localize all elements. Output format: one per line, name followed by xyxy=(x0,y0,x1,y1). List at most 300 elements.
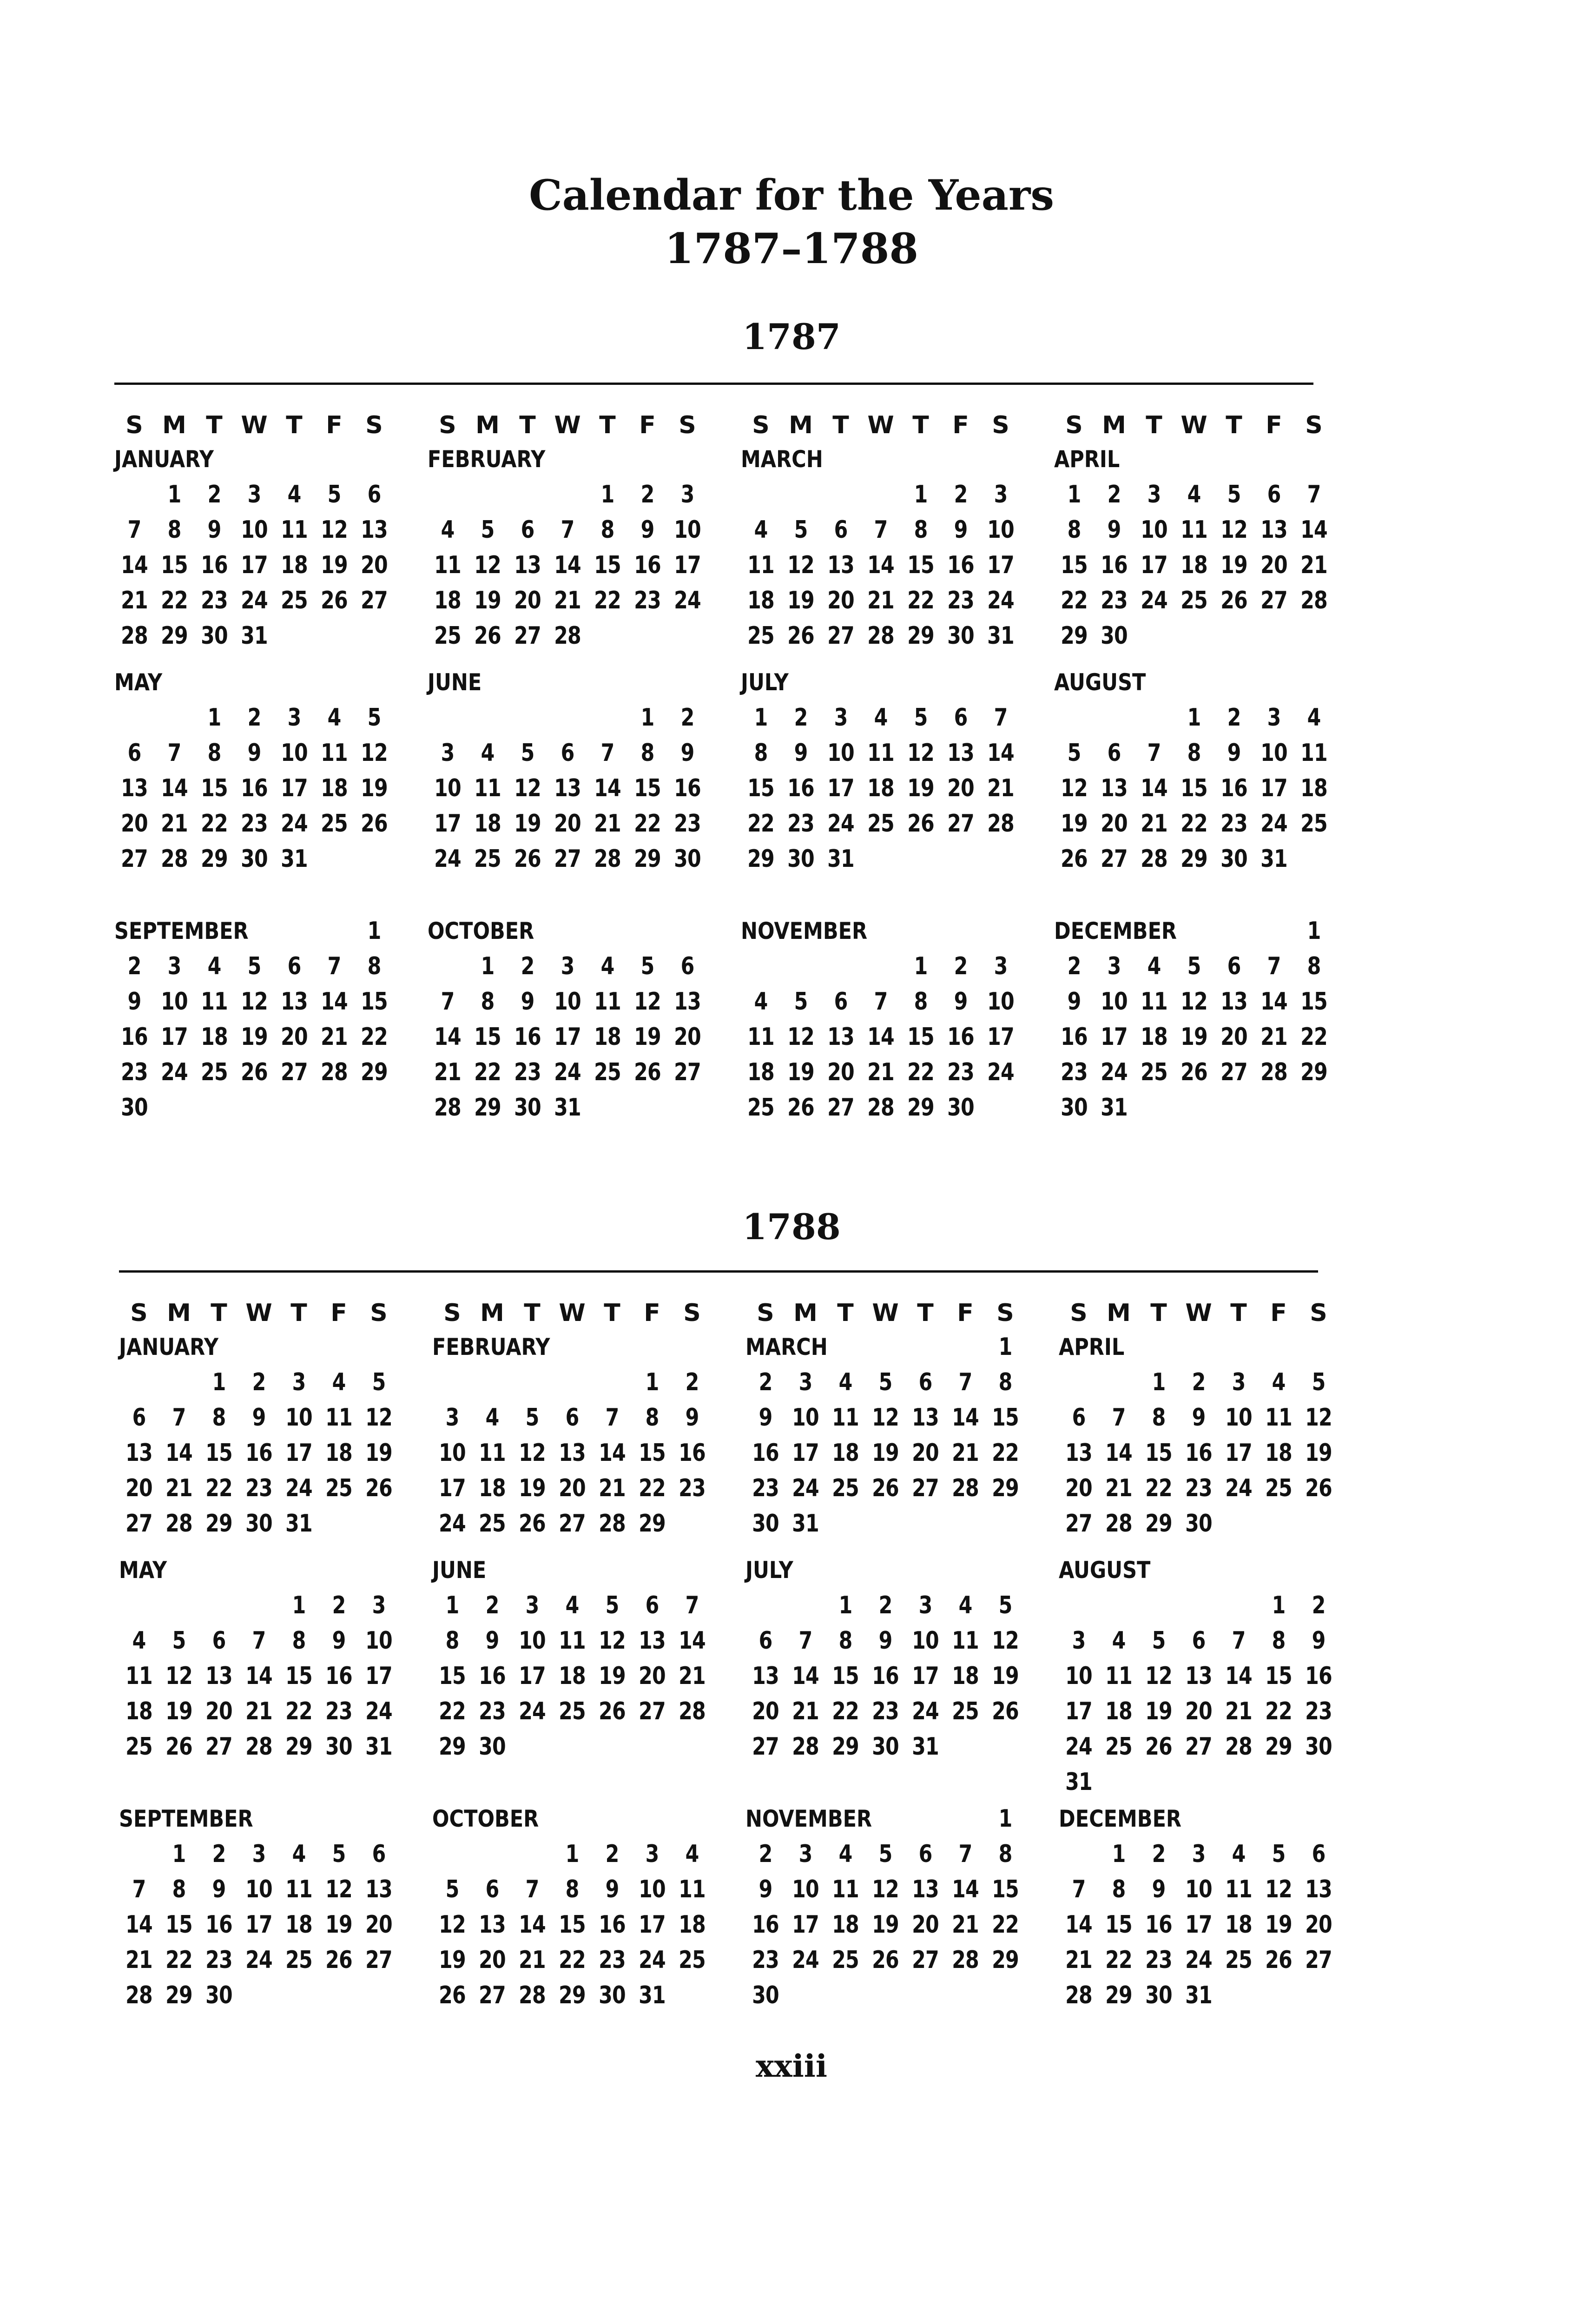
day-cell: 1 xyxy=(998,1333,1012,1361)
day-cell: 7 xyxy=(605,1404,619,1432)
month-name: JANUARY xyxy=(119,1334,219,1360)
month-header xyxy=(428,665,716,700)
day-cell: 24 xyxy=(1101,1058,1128,1086)
day-cell: 21 xyxy=(952,1911,979,1939)
day-cell: 27 xyxy=(479,1981,506,2009)
day-cell: 29 xyxy=(201,845,228,873)
day-cell: 16 xyxy=(325,1662,352,1690)
day-cell: 20 xyxy=(1101,810,1128,838)
day-cell: 27 xyxy=(1305,1946,1332,1974)
day-cell: 23 xyxy=(121,1058,148,1086)
day-cell: 21 xyxy=(121,587,148,614)
day-cell: 12 xyxy=(361,739,388,767)
month-name: JANUARY xyxy=(114,446,214,473)
day-cell: 15 xyxy=(205,1439,232,1467)
day-cell: 18 xyxy=(747,587,774,614)
day-cell: 27 xyxy=(361,587,388,614)
day-cell: 10 xyxy=(1185,1875,1212,1903)
day-cell: 17 xyxy=(674,551,701,579)
day-cell: 3 xyxy=(1107,952,1121,980)
day-cell: 7 xyxy=(172,1404,186,1432)
weekday-label: T xyxy=(206,411,223,439)
day-cell: 21 xyxy=(867,1058,894,1086)
day-cell: 22 xyxy=(992,1911,1019,1939)
day-cell: 30 xyxy=(201,622,228,650)
day-cell: 11 xyxy=(679,1875,706,1903)
day-cell: 10 xyxy=(792,1404,819,1432)
day-cell: 8 xyxy=(838,1627,852,1655)
day-cell: 31 xyxy=(281,845,308,873)
day-cell: 22 xyxy=(594,587,621,614)
day-cell: 10 xyxy=(987,516,1014,544)
day-cell: 21 xyxy=(1260,1023,1287,1051)
day-cell: 13 xyxy=(827,1023,854,1051)
day-cell: 23 xyxy=(201,587,228,614)
day-cell: 7 xyxy=(958,1840,972,1868)
day-cell: 9 xyxy=(485,1627,499,1655)
month-header xyxy=(1059,1329,1347,1365)
day-cell: 10 xyxy=(674,516,701,544)
weekday-label: W xyxy=(559,1299,586,1327)
day-cell: 15 xyxy=(1265,1662,1292,1690)
day-cell: 14 xyxy=(594,774,621,802)
day-cell: 4 xyxy=(485,1404,499,1432)
day-cell: 30 xyxy=(121,1094,148,1122)
weekday-label: T xyxy=(524,1299,541,1327)
day-cell: 24 xyxy=(241,587,268,614)
day-cell: 6 xyxy=(521,516,534,544)
day-cell: 3 xyxy=(287,704,301,732)
day-cell: 3 xyxy=(1192,1840,1206,1868)
day-cell: 24 xyxy=(987,1058,1014,1086)
day-cell: 16 xyxy=(241,774,268,802)
day-cell: 22 xyxy=(1300,1023,1327,1051)
day-cell: 23 xyxy=(872,1697,899,1725)
weekday-header xyxy=(1054,409,1342,442)
day-cell: 25 xyxy=(832,1474,859,1502)
month-header xyxy=(1054,665,1342,700)
day-cell: 20 xyxy=(827,587,854,614)
day-cell: 13 xyxy=(912,1875,939,1903)
day-cell: 27 xyxy=(827,1094,854,1122)
day-cell: 18 xyxy=(1105,1697,1132,1725)
weekday-label: W xyxy=(554,411,581,439)
day-cell: 21 xyxy=(1300,551,1327,579)
day-cell: 14 xyxy=(121,551,148,579)
day-cell: 16 xyxy=(1220,774,1247,802)
day-cell: 19 xyxy=(519,1474,546,1502)
weekday-label: T xyxy=(599,411,616,439)
day-cell: 14 xyxy=(125,1911,152,1939)
weekday-header xyxy=(428,409,716,442)
day-cell: 29 xyxy=(1145,1510,1172,1538)
weekday-label: S xyxy=(683,1299,701,1327)
weekday-label: W xyxy=(1181,411,1207,439)
day-cell: 13 xyxy=(1065,1439,1092,1467)
day-cell: 20 xyxy=(1065,1474,1092,1502)
day-cell: 19 xyxy=(907,774,934,802)
day-cell: 10 xyxy=(161,988,188,1016)
day-cell: 2 xyxy=(759,1368,772,1396)
day-cell: 17 xyxy=(285,1439,312,1467)
day-cell: 9 xyxy=(794,739,808,767)
day-cell: 2 xyxy=(1192,1368,1206,1396)
weekday-label: S xyxy=(757,1299,774,1327)
day-cell: 28 xyxy=(1065,1981,1092,2009)
day-cell: 11 xyxy=(559,1627,586,1655)
month-header xyxy=(432,1552,720,1588)
day-cell: 19 xyxy=(1305,1439,1332,1467)
day-cell: 24 xyxy=(912,1697,939,1725)
day-cell: 7 xyxy=(1072,1875,1086,1903)
day-cell: 26 xyxy=(787,1094,814,1122)
weekday-label: T xyxy=(832,411,849,439)
day-cell: 1 xyxy=(1187,704,1201,732)
day-cell: 17 xyxy=(1225,1439,1252,1467)
day-cell: 14 xyxy=(519,1911,546,1939)
day-cell: 10 xyxy=(1101,988,1128,1016)
day-cell: 4 xyxy=(292,1840,306,1868)
day-cell: 1 xyxy=(640,704,654,732)
day-cell: 22 xyxy=(205,1474,232,1502)
day-cell: 13 xyxy=(912,1404,939,1432)
day-cell: 26 xyxy=(1181,1058,1207,1086)
day-cell: 1 xyxy=(838,1591,852,1619)
day-cell: 11 xyxy=(832,1875,859,1903)
day-cell: 1 xyxy=(167,481,181,508)
month-header xyxy=(119,1329,407,1365)
day-cell: 24 xyxy=(792,1474,819,1502)
weekday-label: F xyxy=(1266,411,1282,439)
day-cell: 17 xyxy=(241,551,268,579)
day-cell: 14 xyxy=(161,774,188,802)
day-cell: 14 xyxy=(165,1439,192,1467)
day-cell: 13 xyxy=(827,551,854,579)
month-may-1788 xyxy=(119,1552,407,1761)
day-cell: 25 xyxy=(679,1946,706,1974)
day-cell: 30 xyxy=(752,1510,779,1538)
day-cell: 10 xyxy=(519,1627,546,1655)
day-cell: 8 xyxy=(914,516,928,544)
day-cell: 6 xyxy=(1227,952,1241,980)
day-cell: 16 xyxy=(201,551,228,579)
day-cell: 18 xyxy=(281,551,308,579)
day-cell: 20 xyxy=(121,810,148,838)
day-cell: 28 xyxy=(987,810,1014,838)
day-cell: 3 xyxy=(525,1591,539,1619)
day-cell: 16 xyxy=(121,1023,148,1051)
day-cell: 25 xyxy=(321,810,348,838)
weekday-label: S xyxy=(365,411,383,439)
day-cell: 22 xyxy=(361,1023,388,1051)
day-cell: 28 xyxy=(1225,1733,1252,1761)
day-cell: 10 xyxy=(1065,1662,1092,1690)
day-cell: 6 xyxy=(372,1840,386,1868)
day-cell: 4 xyxy=(600,952,614,980)
weekday-header xyxy=(1059,1297,1347,1329)
day-cell: 11 xyxy=(479,1439,506,1467)
day-cell: 14 xyxy=(245,1662,272,1690)
day-cell: 25 xyxy=(1265,1474,1292,1502)
day-cell: 10 xyxy=(365,1627,392,1655)
day-cell: 7 xyxy=(798,1627,812,1655)
day-cell: 21 xyxy=(792,1697,819,1725)
day-cell: 29 xyxy=(747,845,774,873)
day-cell: 27 xyxy=(554,845,581,873)
month-name: FEBRUARY xyxy=(432,1334,550,1360)
month-header xyxy=(432,1801,720,1836)
day-cell: 13 xyxy=(365,1875,392,1903)
day-cell: 2 xyxy=(212,1840,226,1868)
day-cell: 31 xyxy=(987,622,1014,650)
day-cell: 14 xyxy=(1065,1911,1092,1939)
day-cell: 22 xyxy=(634,810,661,838)
day-cell: 22 xyxy=(907,587,934,614)
day-cell: 2 xyxy=(605,1840,619,1868)
day-cell: 3 xyxy=(680,481,694,508)
day-cell: 18 xyxy=(321,774,348,802)
day-cell: 17 xyxy=(987,551,1014,579)
day-cell: 23 xyxy=(1185,1474,1212,1502)
month-name: MAY xyxy=(114,669,163,696)
day-cell: 19 xyxy=(992,1662,1019,1690)
month-name: DECEMBER xyxy=(1054,918,1177,944)
day-cell: 25 xyxy=(559,1697,586,1725)
day-cell: 1 xyxy=(367,917,381,945)
day-cell: 9 xyxy=(212,1875,226,1903)
day-cell: 17 xyxy=(792,1911,819,1939)
day-cell: 5 xyxy=(332,1840,346,1868)
day-cell: 20 xyxy=(827,1058,854,1086)
day-cell: 21 xyxy=(679,1662,706,1690)
day-cell: 20 xyxy=(639,1662,666,1690)
month-header xyxy=(741,665,1029,700)
day-cell: 16 xyxy=(1305,1662,1332,1690)
day-cell: 17 xyxy=(639,1911,666,1939)
day-cell: 26 xyxy=(361,810,388,838)
day-cell: 5 xyxy=(445,1875,459,1903)
day-cell: 11 xyxy=(832,1404,859,1432)
day-cell: 14 xyxy=(867,551,894,579)
day-cell: 4 xyxy=(332,1368,346,1396)
day-cell: 28 xyxy=(1300,587,1327,614)
day-cell: 3 xyxy=(918,1591,932,1619)
day-cell: 12 xyxy=(872,1404,899,1432)
day-cell: 19 xyxy=(1181,1023,1207,1051)
month-june-1788 xyxy=(432,1552,720,1761)
day-cell: 12 xyxy=(1220,516,1247,544)
day-cell: 28 xyxy=(594,845,621,873)
day-cell: 14 xyxy=(952,1875,979,1903)
weekday-label: T xyxy=(286,411,303,439)
day-cell: 1 xyxy=(1112,1840,1126,1868)
day-cell: 19 xyxy=(474,587,501,614)
day-cell: 28 xyxy=(125,1981,152,2009)
day-cell: 3 xyxy=(798,1840,812,1868)
day-cell: 2 xyxy=(1312,1591,1326,1619)
day-cell: 5 xyxy=(1227,481,1241,508)
day-cell: 11 xyxy=(952,1627,979,1655)
day-cell: 19 xyxy=(361,774,388,802)
day-cell: 23 xyxy=(787,810,814,838)
day-cell: 9 xyxy=(127,988,141,1016)
day-cell: 23 xyxy=(947,1058,974,1086)
day-cell: 10 xyxy=(639,1875,666,1903)
day-cell: 27 xyxy=(1065,1510,1092,1538)
day-cell: 18 xyxy=(867,774,894,802)
day-cell: 11 xyxy=(747,1023,774,1051)
day-cell: 28 xyxy=(121,622,148,650)
day-cell: 5 xyxy=(605,1591,619,1619)
day-cell: 21 xyxy=(1225,1697,1252,1725)
day-cell: 21 xyxy=(952,1439,979,1467)
day-cell: 18 xyxy=(679,1911,706,1939)
day-cell: 17 xyxy=(912,1662,939,1690)
day-cell: 19 xyxy=(514,810,541,838)
day-cell: 2 xyxy=(252,1368,266,1396)
day-cell: 21 xyxy=(165,1474,192,1502)
day-cell: 22 xyxy=(639,1474,666,1502)
day-cell: 8 xyxy=(998,1840,1012,1868)
day-cell: 21 xyxy=(1141,810,1167,838)
day-cell: 26 xyxy=(514,845,541,873)
month-name: AUGUST xyxy=(1054,669,1146,696)
day-cell: 24 xyxy=(674,587,701,614)
day-cell: 9 xyxy=(1192,1404,1206,1432)
weekday-label: S xyxy=(1065,411,1083,439)
day-cell: 23 xyxy=(241,810,268,838)
day-cell: 24 xyxy=(639,1946,666,1974)
day-cell: 19 xyxy=(1061,810,1088,838)
weekday-label: W xyxy=(867,411,894,439)
day-cell: 21 xyxy=(599,1474,626,1502)
day-cell: 20 xyxy=(125,1474,152,1502)
day-cell: 30 xyxy=(1305,1733,1332,1761)
day-cell: 5 xyxy=(640,952,654,980)
day-cell: 1 xyxy=(998,1805,1012,1833)
day-cell: 20 xyxy=(554,810,581,838)
day-cell: 13 xyxy=(639,1627,666,1655)
day-cell: 12 xyxy=(907,739,934,767)
day-cell: 13 xyxy=(514,551,541,579)
day-cell: 16 xyxy=(599,1911,626,1939)
day-cell: 17 xyxy=(1260,774,1287,802)
day-cell: 12 xyxy=(474,551,501,579)
day-cell: 19 xyxy=(1265,1911,1292,1939)
day-cell: 18 xyxy=(285,1911,312,1939)
day-cell: 7 xyxy=(127,516,141,544)
day-cell: 8 xyxy=(1272,1627,1286,1655)
weekday-label: W xyxy=(241,411,268,439)
day-cell: 4 xyxy=(1307,704,1321,732)
day-cell: 16 xyxy=(514,1023,541,1051)
day-cell: 11 xyxy=(434,551,461,579)
day-cell: 2 xyxy=(640,481,654,508)
day-cell: 2 xyxy=(1227,704,1241,732)
month-header xyxy=(119,1801,407,1836)
day-cell: 25 xyxy=(867,810,894,838)
day-cell: 11 xyxy=(1105,1662,1132,1690)
day-cell: 29 xyxy=(439,1733,466,1761)
day-cell: 11 xyxy=(325,1404,352,1432)
day-cell: 3 xyxy=(441,739,455,767)
day-cell: 15 xyxy=(1300,988,1327,1016)
day-cell: 26 xyxy=(365,1474,392,1502)
month-name: NOVEMBER xyxy=(741,918,868,944)
day-cell: 18 xyxy=(474,810,501,838)
day-cell: 11 xyxy=(594,988,621,1016)
day-cell: 16 xyxy=(752,1439,779,1467)
day-cell: 30 xyxy=(1101,622,1128,650)
day-cell: 8 xyxy=(167,516,181,544)
day-cell: 10 xyxy=(1225,1404,1252,1432)
day-cell: 16 xyxy=(752,1911,779,1939)
day-cell: 25 xyxy=(285,1946,312,1974)
day-cell: 16 xyxy=(1185,1439,1212,1467)
month-header xyxy=(428,442,716,477)
day-cell: 30 xyxy=(752,1981,779,2009)
day-cell: 15 xyxy=(907,551,934,579)
day-cell: 4 xyxy=(838,1368,852,1396)
day-cell: 3 xyxy=(1072,1627,1086,1655)
day-cell: 22 xyxy=(474,1058,501,1086)
day-cell: 5 xyxy=(794,516,808,544)
day-cell: 6 xyxy=(1267,481,1281,508)
weekday-label: M xyxy=(793,1299,818,1327)
day-cell: 17 xyxy=(439,1474,466,1502)
day-cell: 30 xyxy=(1061,1094,1088,1122)
weekday-label: F xyxy=(644,1299,660,1327)
month-header xyxy=(741,913,1029,949)
day-cell: 11 xyxy=(747,551,774,579)
day-cell: 26 xyxy=(439,1981,466,2009)
weekday-label: M xyxy=(475,411,500,439)
day-cell: 14 xyxy=(1260,988,1287,1016)
day-cell: 18 xyxy=(325,1439,352,1467)
day-cell: 26 xyxy=(1145,1733,1172,1761)
day-cell: 19 xyxy=(365,1439,392,1467)
day-cell: 23 xyxy=(325,1697,352,1725)
day-cell: 6 xyxy=(759,1627,772,1655)
day-cell: 11 xyxy=(1300,739,1327,767)
day-cell: 5 xyxy=(914,704,928,732)
day-cell: 30 xyxy=(245,1510,272,1538)
page-subtitle: 1787–1788 xyxy=(665,224,918,273)
weekday-label: F xyxy=(957,1299,974,1327)
day-cell: 17 xyxy=(827,774,854,802)
day-cell: 20 xyxy=(912,1911,939,1939)
day-cell: 19 xyxy=(165,1697,192,1725)
day-cell: 15 xyxy=(1145,1439,1172,1467)
day-cell: 28 xyxy=(867,1094,894,1122)
day-cell: 31 xyxy=(285,1510,312,1538)
day-cell: 11 xyxy=(1181,516,1207,544)
day-cell: 17 xyxy=(1141,551,1167,579)
day-cell: 26 xyxy=(1220,587,1247,614)
day-cell: 9 xyxy=(605,1875,619,1903)
day-cell: 4 xyxy=(207,952,221,980)
month-name: JULY xyxy=(745,1557,793,1584)
month-header xyxy=(745,1552,1034,1588)
day-cell: 8 xyxy=(1067,516,1081,544)
day-cell: 20 xyxy=(912,1439,939,1467)
day-cell: 29 xyxy=(907,622,934,650)
day-cell: 13 xyxy=(559,1439,586,1467)
day-cell: 25 xyxy=(1105,1733,1132,1761)
day-cell: 9 xyxy=(759,1404,772,1432)
day-cell: 23 xyxy=(1101,587,1128,614)
day-cell: 25 xyxy=(747,1094,774,1122)
